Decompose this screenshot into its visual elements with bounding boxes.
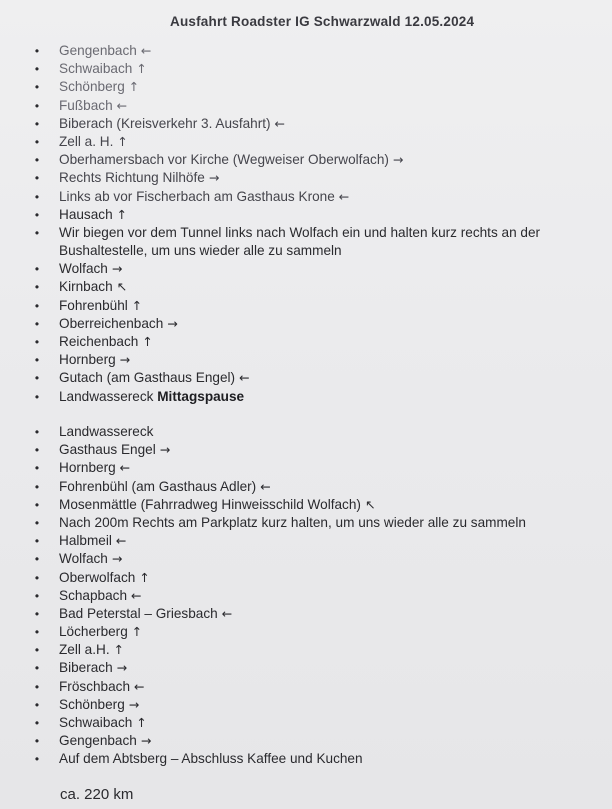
step-label: Gengenbach [59,733,137,749]
step-label: Löcherberg [59,624,128,640]
bullet-icon: • [34,679,40,694]
route-step [0,496,612,514]
bullet-icon: • [34,643,40,658]
step-label: Schwaibach [59,61,133,77]
lunch-break-label: Mittagspause [157,388,245,404]
bullet-icon: • [34,497,40,512]
route-step [0,678,612,696]
arrow-up-left-icon: ↖ [116,279,128,295]
step-label: Oberwolfach [59,569,136,585]
bullet-icon: • [34,425,40,439]
bullet-icon: • [34,661,40,676]
arrow-left-icon: ← [338,188,350,204]
route-step [0,659,612,677]
route-step [0,732,612,750]
route-step [0,115,612,133]
bullet-icon: • [34,752,40,767]
step-label: Wir biegen vor dem Tunnel links nach Wolfach ein und halten kurz rechts an der Bushaltestelle, um uns wieder alle zu sammeln [59,224,541,259]
bullet-icon: • [34,625,40,640]
arrow-right-icon: → [119,352,131,368]
arrow-up-icon: ↑ [131,297,143,313]
route-step [0,206,612,224]
route-back-list [0,423,612,769]
route-step [0,315,612,333]
bullet-icon: • [34,371,40,386]
arrow-up-icon: ↑ [136,715,147,730]
route-step [0,224,612,260]
arrow-up-icon: ↑ [128,79,140,95]
route-step [0,441,612,459]
route-step [0,78,612,96]
step-label: Hornberg [59,352,116,368]
route-step [0,641,612,659]
route-step [0,369,612,387]
route-step [0,750,612,768]
step-label: Zell a.H. [59,642,110,658]
step-label: Kirnbach [59,279,113,295]
step-label: Wolfach [59,551,108,567]
step-label: Hausach [59,206,113,222]
step-label: Rechts Richtung Nilhöfe [59,170,205,186]
step-label: Halbmeil [59,533,112,549]
bullet-icon: • [34,353,40,368]
arrow-right-icon: → [392,152,404,168]
bullet-icon: • [34,461,40,476]
bullet-icon: • [34,98,40,113]
arrow-right-icon: → [140,733,152,749]
step-label: Oberhamersbach vor Kirche (Wegweiser Oberwolfach) [59,152,389,168]
arrow-up-icon: ↑ [142,334,153,350]
step-label: Wolfach [59,261,108,277]
step-label: Fußbach [59,97,113,113]
route-step [0,42,612,60]
route-step [0,587,612,605]
route-step [0,278,612,296]
step-label: Schönberg [59,79,125,95]
step-label: Schapbach [59,587,128,603]
route-step [0,532,612,550]
document-title: Ausfahrt Roadster IG Schwarzwald 12.05.2024 [170,14,475,29]
bullet-icon: • [34,479,40,494]
bullet-icon: • [34,189,40,204]
bullet-icon: • [34,134,40,149]
step-label: Gasthaus Engel [59,442,156,458]
route-step [0,169,612,187]
arrow-up-left-icon: ↖ [364,496,376,512]
arrow-left-icon: ← [274,115,286,131]
step-label: Gengenbach [59,43,137,58]
bullet-icon: • [34,515,40,530]
arrow-left-icon: ← [239,370,250,386]
arrow-right-icon: → [111,551,123,567]
arrow-right-icon: → [128,696,140,712]
step-label: Mosenmättle (Fahrradweg Hinweisschild Wolfach) [59,496,361,512]
arrow-right-icon: → [167,315,178,331]
bullet-icon: • [34,552,40,567]
bullet-icon: • [34,697,40,712]
arrow-left-icon: ← [116,97,128,113]
route-step [0,605,612,623]
route-step [0,97,612,115]
arrow-up-icon: ↑ [113,642,125,658]
route-step [0,714,612,732]
route-step [0,188,612,206]
step-label: Fröschbach [59,678,131,694]
step-label: Oberreichenbach [59,315,164,331]
bullet-icon: • [34,606,40,621]
step-label: Fohrenbühl [59,297,128,313]
route-step [0,569,612,587]
route-step [0,623,612,641]
arrow-right-icon: → [159,442,171,458]
step-label: Nach 200m Rechts am Parkplatz kurz halten, um uns wieder alle zu sammeln [59,514,526,530]
step-label: Reichenbach [59,334,139,350]
route-step [0,478,612,496]
route-step [0,388,612,406]
total-distance: ca. 220 km [60,786,134,803]
bullet-icon: • [34,207,40,222]
bullet-icon: • [34,44,40,58]
step-label: Landwassereck [59,388,154,404]
route-step [0,351,612,369]
route-step [0,423,612,441]
bullet-icon: • [34,335,40,350]
route-out-list [0,42,612,406]
route-step [0,260,612,278]
arrow-up-icon: ↑ [117,133,128,149]
bullet-icon: • [34,262,40,277]
bullet-icon: • [34,171,40,186]
bullet-icon: • [34,389,40,404]
step-label: Bad Peterstal – Griesbach [59,605,218,621]
bullet-icon: • [34,734,40,749]
bullet-icon: • [34,298,40,313]
arrow-left-icon: ← [140,43,152,58]
route-step [0,696,612,714]
step-label: Auf dem Abtsberg – Abschluss Kaffee und Kuchen [59,751,363,767]
step-label: Links ab vor Fischerbach am Gasthaus Krone [59,188,335,204]
bullet-icon: • [34,153,40,168]
bullet-icon: • [34,570,40,585]
bullet-icon: • [34,716,40,730]
bullet-icon: • [34,80,40,95]
step-label: Landwassereck [59,424,154,439]
bullet-icon: • [34,62,40,77]
bullet-icon: • [34,280,40,295]
bullet-icon: • [34,316,40,331]
route-step [0,550,612,568]
arrow-left-icon: ← [115,533,127,549]
step-label: Zell a. H. [59,133,114,149]
arrow-left-icon: ← [134,678,145,694]
arrow-up-icon: ↑ [139,569,150,585]
route-step [0,151,612,169]
step-label: Fohrenbühl (am Gasthaus Adler) [59,478,257,494]
step-label: Schwaibach [59,715,133,730]
route-step [0,60,612,78]
bullet-icon: • [34,588,40,603]
step-label: Hornberg [59,460,116,476]
route-step [0,133,612,151]
bullet-icon: • [34,534,40,549]
step-label: Schönberg [59,696,125,712]
bullet-icon: • [34,116,40,131]
route-step [0,297,612,315]
arrow-right-icon: → [208,170,220,186]
step-label: Biberach [59,660,113,676]
step-label: Biberach (Kreisverkehr 3. Ausfahrt) [59,115,271,131]
arrow-left-icon: ← [221,605,233,621]
arrow-up-icon: ↑ [131,624,143,640]
arrow-up-icon: ↑ [116,206,128,222]
arrow-left-icon: ← [119,460,131,476]
route-step [0,333,612,351]
step-label: Gutach (am Gasthaus Engel) [59,370,236,386]
arrow-left-icon: ← [260,478,271,494]
route-step [0,514,612,532]
arrow-right-icon: → [116,660,128,676]
route-step [0,459,612,477]
arrow-left-icon: ← [131,587,142,603]
arrow-up-icon: ↑ [136,61,147,77]
bullet-icon: • [34,225,40,240]
arrow-right-icon: → [111,261,123,277]
bullet-icon: • [34,443,40,458]
